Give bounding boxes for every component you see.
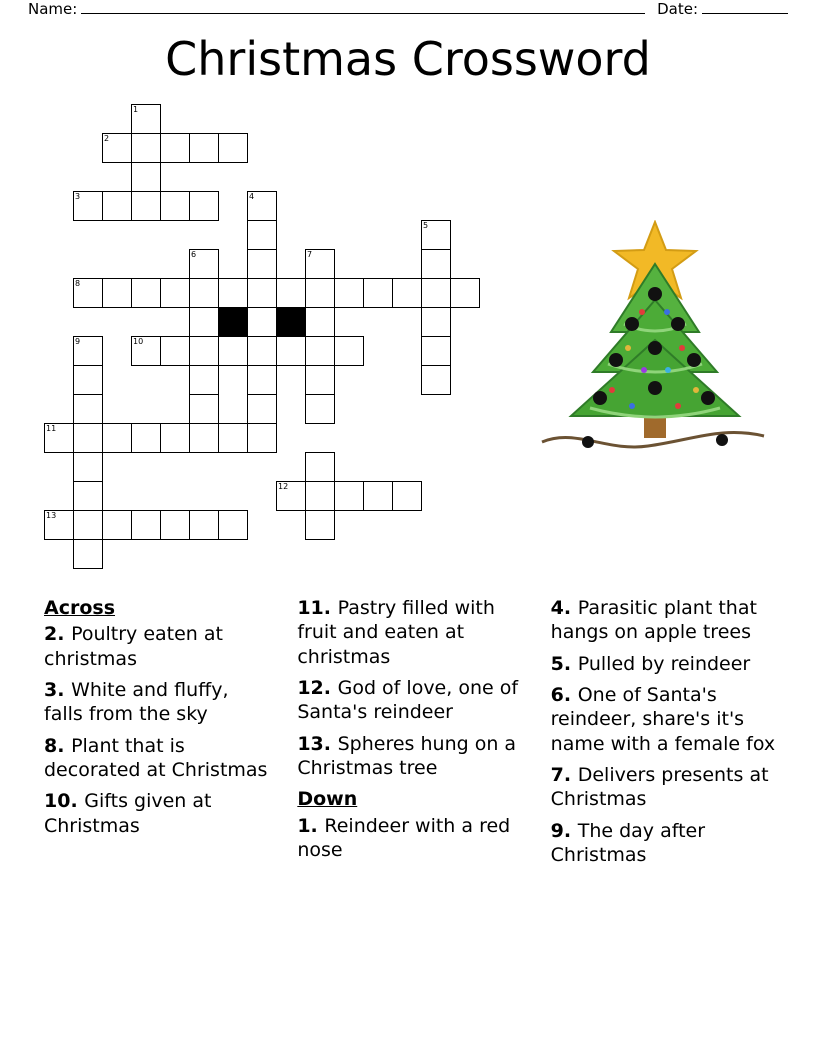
grid-cell[interactable] (247, 191, 277, 221)
grid-cell-number: 8 (75, 279, 81, 288)
grid-cell[interactable] (73, 539, 103, 569)
grid-cell[interactable] (73, 394, 103, 424)
grid-cell[interactable] (131, 162, 161, 192)
grid-cell[interactable] (247, 249, 277, 279)
grid-cell[interactable] (276, 481, 306, 511)
clue-text: Delivers presents at Christmas (550, 763, 769, 811)
clue-number: 9. (550, 819, 578, 842)
grid-cell-number: 1 (133, 105, 139, 114)
across-clue (44, 789, 273, 838)
grid-cell-number: 9 (75, 337, 81, 346)
grid-cell[interactable] (334, 336, 364, 366)
grid-cell[interactable] (305, 249, 335, 279)
grid-cell[interactable] (421, 365, 451, 395)
across-clue (297, 732, 526, 781)
clue-text: Plant that is decorated at Christmas (44, 734, 268, 781)
across-clue (44, 678, 273, 727)
down-clue (551, 683, 780, 756)
across-heading: Across (44, 597, 116, 619)
clue-text: One of Santa's reindeer, share's it's name with a female fox (550, 683, 776, 755)
clue-number: 2. (44, 623, 72, 646)
down-heading: Down (297, 788, 358, 811)
grid-cell-number: 11 (46, 424, 57, 433)
clue-text: Spheres hung on a Christmas tree (297, 732, 517, 779)
grid-cell[interactable] (247, 278, 277, 308)
grid-cell[interactable] (334, 278, 364, 308)
grid-cell[interactable] (131, 104, 161, 134)
grid-cell[interactable] (102, 423, 132, 453)
grid-block (218, 307, 248, 337)
grid-cell[interactable] (247, 307, 277, 337)
grid-cell[interactable] (218, 133, 248, 163)
clue-number: 6. (550, 683, 578, 706)
grid-cell[interactable] (247, 365, 277, 395)
grid-cell[interactable] (73, 423, 103, 453)
clue-text: The day after Christmas (550, 819, 706, 866)
down-clue (551, 652, 780, 676)
grid-cell[interactable] (160, 423, 190, 453)
grid-cell[interactable] (131, 423, 161, 453)
name-label: Name: (28, 0, 78, 18)
clue-number: 12. (297, 676, 338, 699)
grid-cell[interactable] (131, 278, 161, 308)
clue-number: 11. (297, 597, 338, 619)
grid-cell[interactable] (305, 481, 335, 511)
grid-cell[interactable] (189, 191, 219, 221)
grid-cell[interactable] (218, 336, 248, 366)
grid-cell[interactable] (160, 191, 190, 221)
name-date-header (28, 0, 788, 24)
grid-cell[interactable] (189, 336, 219, 366)
down-clue (297, 814, 526, 863)
clue-number: 10. (44, 790, 85, 813)
grid-cell-number: 12 (278, 482, 289, 491)
grid-cell[interactable] (131, 336, 161, 366)
clue-number: 8. (44, 734, 72, 757)
grid-cell[interactable] (73, 510, 103, 540)
grid-cell[interactable] (73, 191, 103, 221)
grid-cell[interactable] (189, 365, 219, 395)
grid-cell-number: 10 (133, 337, 144, 346)
clue-number: 13. (297, 732, 338, 755)
grid-cell[interactable] (44, 423, 74, 453)
grid-cell-number: 13 (46, 511, 57, 520)
grid-cell[interactable] (305, 452, 335, 482)
christmas-tree-illustration (536, 220, 772, 476)
grid-cell[interactable] (131, 191, 161, 221)
across-clue (297, 596, 526, 669)
page-title: Christmas Crossword (165, 32, 651, 86)
grid-cell[interactable] (160, 278, 190, 308)
grid-cell[interactable] (305, 278, 335, 308)
date-label: Date: (657, 0, 698, 18)
clue-number: 1. (297, 814, 325, 837)
grid-cell-number: 2 (104, 134, 110, 143)
grid-cell[interactable] (247, 220, 277, 250)
grid-cell[interactable] (392, 278, 422, 308)
grid-cell[interactable] (305, 510, 335, 540)
grid-cell[interactable] (421, 220, 451, 250)
grid-cell[interactable] (73, 365, 103, 395)
grid-cell[interactable] (218, 278, 248, 308)
clue-text: White and fluffy, falls from the sky (44, 678, 229, 726)
grid-cell[interactable] (305, 336, 335, 366)
clue-number: 3. (44, 678, 72, 701)
grid-cell[interactable] (73, 481, 103, 511)
grid-cell[interactable] (189, 307, 219, 337)
grid-cell[interactable] (450, 278, 480, 308)
grid-cell[interactable] (218, 423, 248, 453)
grid-cell[interactable] (131, 133, 161, 163)
down-clue (551, 763, 780, 812)
grid-cell[interactable] (44, 510, 74, 540)
grid-cell[interactable] (305, 307, 335, 337)
across-clue (297, 676, 526, 725)
grid-cell[interactable] (189, 423, 219, 453)
grid-cell[interactable] (73, 336, 103, 366)
grid-cell[interactable] (247, 336, 277, 366)
grid-cell[interactable] (392, 481, 422, 511)
name-write-line[interactable] (81, 1, 645, 14)
grid-cell[interactable] (131, 510, 161, 540)
grid-cell[interactable] (218, 510, 248, 540)
clue-text: Gifts given at Christmas (44, 790, 212, 837)
grid-cell[interactable] (102, 191, 132, 221)
grid-cell-number: 6 (191, 250, 197, 259)
grid-cell[interactable] (189, 394, 219, 424)
date-write-line[interactable] (702, 1, 788, 14)
clue-text: Reindeer with a red nose (297, 814, 511, 861)
clue-text: God of love, one of Santa's reindeer (297, 676, 519, 724)
grid-cell[interactable] (421, 336, 451, 366)
grid-cell[interactable] (421, 278, 451, 308)
grid-cell[interactable] (421, 307, 451, 337)
grid-cell[interactable] (189, 278, 219, 308)
across-clue (44, 622, 273, 671)
grid-cell[interactable] (334, 481, 364, 511)
grid-cell[interactable] (305, 394, 335, 424)
grid-cell[interactable] (421, 249, 451, 279)
grid-block (276, 307, 306, 337)
grid-cell[interactable] (247, 394, 277, 424)
grid-cell[interactable] (305, 365, 335, 395)
grid-cell[interactable] (363, 278, 393, 308)
grid-cell[interactable] (363, 481, 393, 511)
grid-cell[interactable] (276, 278, 306, 308)
grid-cell[interactable] (102, 133, 132, 163)
grid-cell[interactable] (102, 278, 132, 308)
clue-number: 7. (550, 763, 578, 786)
clue-text: Pulled by reindeer (577, 652, 751, 675)
grid-cell-number: 3 (75, 192, 81, 201)
clue-number: 4. (550, 597, 578, 619)
grid-cell[interactable] (102, 510, 132, 540)
clue-number: 5. (550, 652, 578, 675)
clue-text: Poultry eaten at christmas (44, 623, 223, 670)
down-clue (551, 819, 780, 868)
grid-cell[interactable] (189, 510, 219, 540)
grid-cell[interactable] (160, 133, 190, 163)
clue-list (44, 596, 780, 976)
grid-cell[interactable] (73, 278, 103, 308)
crossword-grid[interactable] (44, 104, 514, 594)
grid-cell[interactable] (189, 133, 219, 163)
grid-cell-number: 5 (423, 221, 429, 230)
grid-cell[interactable] (73, 452, 103, 482)
grid-cell-number: 4 (249, 192, 255, 201)
across-clue (44, 734, 273, 783)
grid-cell[interactable] (160, 510, 190, 540)
grid-cell[interactable] (160, 336, 190, 366)
grid-cell[interactable] (276, 336, 306, 366)
grid-cell-number: 7 (307, 250, 313, 259)
down-clue (551, 596, 780, 645)
clue-text: Pastry filled with fruit and eaten at christmas (297, 597, 495, 668)
grid-cell[interactable] (189, 249, 219, 279)
clue-text: Parasitic plant that hangs on apple trees (550, 597, 757, 644)
grid-cell[interactable] (247, 423, 277, 453)
